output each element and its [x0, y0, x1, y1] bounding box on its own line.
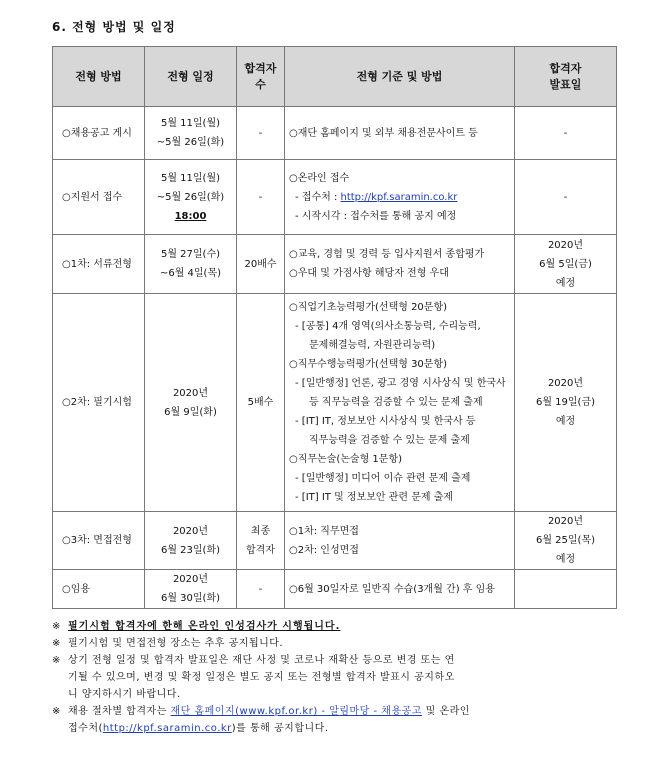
- schedule-text: 5월 11일(월): [160, 172, 221, 184]
- announce-text: 6월 19일(금): [535, 397, 596, 408]
- cell-method: [53, 570, 145, 609]
- cell-count: [237, 235, 285, 294]
- cell-method: [53, 512, 145, 570]
- cell-criteria: [285, 294, 515, 512]
- cell-count: [237, 107, 285, 160]
- count-text: 20배수: [244, 258, 277, 270]
- schedule-text: 6월 23일(화): [160, 544, 221, 556]
- criteria-text: ○직무수행능력평가(선택형 30문항): [289, 359, 448, 370]
- schedule-text: 2020년: [172, 525, 209, 537]
- note-text: 필기시험 및 면접전형 장소는 추후 공지됩니다.: [68, 638, 284, 649]
- cell-announce: [515, 294, 617, 512]
- header-criteria: 전형 기준 및 방법: [285, 47, 515, 107]
- cell-schedule: [145, 512, 237, 570]
- criteria-text: 직무능력을 검증할 수 있는 문제 출제: [309, 435, 470, 446]
- announce-text: -: [563, 127, 568, 139]
- selection-schedule-table: [52, 46, 617, 609]
- cell-announce: [515, 512, 617, 570]
- cell-announce: [515, 235, 617, 294]
- cell-announce: [515, 107, 617, 160]
- cell-schedule: [145, 107, 237, 160]
- header-count: 합격자 수: [237, 47, 285, 107]
- cell-criteria: [285, 107, 515, 160]
- note-written-test: [52, 618, 620, 635]
- cell-method: [53, 294, 145, 512]
- notes-section: [52, 618, 620, 737]
- count-text: -: [258, 191, 263, 203]
- count-text: -: [258, 583, 263, 595]
- application-link[interactable]: http://kpf.saramin.co.kr: [340, 191, 458, 203]
- section-title: 6. 전형 방법 및 일정: [52, 20, 176, 34]
- criteria-text: ○직무논술(논술형 1문항): [289, 454, 403, 465]
- reference-mark: ※: [52, 655, 61, 666]
- cell-count: [237, 512, 285, 570]
- header-method: 전형 방법: [53, 47, 145, 107]
- criteria-text: ○재단 홈페이지 및 외부 채용전문사이트 등: [289, 127, 478, 139]
- criteria-text: ○1차: 직무면접: [289, 525, 359, 537]
- homepage-link[interactable]: 재단 홈페이지(www.kpf.or.kr) - 알림마당 - 채용공고: [170, 706, 422, 717]
- header-announce: 합격자 발표일: [515, 47, 617, 107]
- schedule-text: ~5월 26일(화): [156, 137, 225, 148]
- table-row: [53, 235, 617, 294]
- criteria-text: ○교육, 경험 및 경력 등 입사지원서 종합평가: [289, 249, 485, 260]
- criteria-text: - [IT] IT, 정보보안 시사상식 및 한국사 등: [295, 416, 476, 427]
- cell-criteria: [285, 235, 515, 294]
- count-text: -: [258, 127, 263, 139]
- table-row: [53, 160, 617, 235]
- criteria-text: - 접수처 :: [295, 191, 341, 203]
- schedule-text: ~5월 26일(화): [156, 191, 225, 203]
- cell-count: [237, 294, 285, 512]
- reference-mark: ※: [52, 621, 61, 632]
- schedule-text: 2020년: [172, 387, 209, 399]
- note-text: 니 양지하시기 바랍니다.: [68, 689, 181, 700]
- cell-announce: [515, 570, 617, 609]
- cell-schedule: [145, 235, 237, 294]
- announce-text: 예정: [555, 554, 576, 565]
- cell-count: [237, 570, 285, 609]
- reference-mark: ※: [52, 706, 61, 717]
- schedule-text: 5월 11일(월): [160, 118, 221, 129]
- cell-method: [53, 160, 145, 235]
- announce-text: 예정: [555, 277, 576, 289]
- count-text: 5배수: [247, 397, 274, 408]
- schedule-text: 18:00: [174, 210, 207, 222]
- note-text: 필기시험 합격자에 한해 온라인 인성검사가 시행됩니다.: [68, 621, 341, 632]
- cell-criteria: [285, 570, 515, 609]
- announce-text: 6월 25일(목): [535, 535, 596, 546]
- schedule-text: 2020년: [172, 574, 209, 585]
- cell-method: [53, 107, 145, 160]
- criteria-text: ○6월 30일자로 일반직 수습(3개월 간) 후 임용: [289, 583, 495, 595]
- note-schedule-change: [52, 652, 620, 703]
- criteria-text: - 시작시각 : 접수처를 통해 공지 예정: [295, 210, 457, 222]
- header-schedule: 전형 일정: [145, 47, 237, 107]
- criteria-text: 등 직무능력을 검증할 수 있는 문제 출제: [309, 397, 483, 408]
- schedule-text: 5월 27일(수): [160, 249, 221, 260]
- table-row: [53, 107, 617, 160]
- announce-text: -: [563, 191, 568, 203]
- count-text: 최종 합격자: [246, 525, 275, 556]
- announce-text: 2020년: [547, 378, 584, 389]
- schedule-text: ~6월 4일(목): [159, 268, 222, 279]
- criteria-text: - [IT] IT 및 정보보안 관련 문제 출제: [295, 492, 454, 503]
- method-text: ○채용공고 게시: [62, 127, 132, 139]
- announce-text: 2020년: [547, 239, 584, 251]
- announce-text: 2020년: [547, 516, 584, 527]
- schedule-text: 6월 9일(화): [164, 406, 217, 418]
- reference-mark: ※: [52, 638, 61, 649]
- cell-method: [53, 235, 145, 294]
- criteria-text: 문제해결능력, 자원관리능력): [309, 340, 436, 351]
- table-row: [53, 512, 617, 570]
- method-text: ○3차: 면접전형: [62, 535, 132, 546]
- cell-schedule: [145, 570, 237, 609]
- criteria-line: [289, 188, 511, 207]
- method-text: ○1차: 서류전형: [62, 258, 132, 270]
- cell-count: [237, 160, 285, 235]
- saramin-link[interactable]: http://kpf.saramin.co.kr: [102, 723, 232, 734]
- cell-criteria: [285, 512, 515, 570]
- cell-criteria: [285, 160, 515, 235]
- note-venue: [52, 635, 620, 652]
- method-text: ○임용: [62, 583, 91, 595]
- method-text: ○2차: 필기시험: [62, 397, 132, 408]
- cell-schedule: [145, 294, 237, 512]
- table-row: [53, 570, 617, 609]
- criteria-text: - [공통] 4개 영역(의사소통능력, 수리능력,: [295, 321, 481, 332]
- table-row: [53, 294, 617, 512]
- schedule-text: 6월 30일(화): [160, 593, 221, 604]
- note-text: 기될 수 있으며, 변경 및 확정 일정은 별도 공지 또는 전형별 합격자 발표시 공지하오: [68, 672, 455, 683]
- criteria-text: ○온라인 접수: [289, 172, 350, 184]
- note-announcement: ※ 채용 절차별 합격자는 재단 홈페이지(www.kpf.or.kr) - 알림마당 - 채용공고 및 온라인 접수처(http://kpf.saramin.co.kr)를 통해 공지합니다.: [52, 703, 620, 737]
- criteria-text: - [일반행정] 미디어 이슈 관련 문제 출제: [295, 473, 471, 484]
- note-text: 상기 전형 일정 및 합격자 발표일은 재단 사정 및 코로나 재확산 등으로 변경 또는 연: [68, 655, 455, 666]
- method-text: ○지원서 접수: [62, 191, 123, 203]
- cell-announce: [515, 160, 617, 235]
- announce-text: 6월 5일(금): [539, 258, 592, 270]
- criteria-text: ○2차: 인성면접: [289, 544, 359, 556]
- criteria-text: - [일반행정] 언론, 광고 경영 시사상식 및 한국사: [295, 378, 506, 389]
- announce-text: 예정: [555, 416, 576, 427]
- criteria-text: ○직업기초능력평가(선택형 20문항): [289, 302, 448, 313]
- table-header-row: [53, 47, 617, 107]
- cell-schedule: [145, 160, 237, 235]
- criteria-text: ○우대 및 가점사항 해당자 전형 우대: [289, 268, 449, 279]
